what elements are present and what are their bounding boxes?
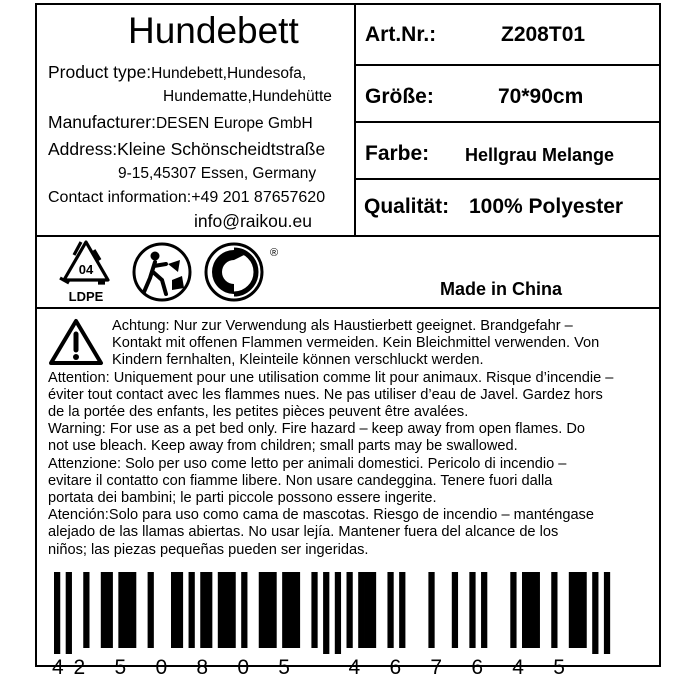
barcode-digit: 5 xyxy=(278,656,290,679)
barcode-bar xyxy=(288,572,294,648)
barcode-bar xyxy=(335,572,341,654)
barcode-bar xyxy=(218,572,224,648)
product-type-value-2: Hundematte,Hundehütte xyxy=(163,88,332,105)
barcode-bar xyxy=(101,572,107,648)
barcode-bar xyxy=(259,572,265,648)
warning-fr-line-1: Attention: Uniquement pour une utilisation comme lit pour animaux. Risque d’incendie – xyxy=(48,369,614,386)
barcode-bar xyxy=(265,572,271,648)
contact-row xyxy=(48,190,325,206)
barcode-bar xyxy=(66,572,72,654)
barcode-digit: 7 xyxy=(430,656,443,679)
manufacturer-value: DESEN Europe GmbH xyxy=(155,115,313,132)
warnings-block xyxy=(12,318,652,559)
barcode-bar xyxy=(387,572,393,648)
divider-spec-1 xyxy=(356,64,660,66)
barcode-bar xyxy=(107,572,113,648)
art-number-label: Art.Nr.: xyxy=(365,23,437,46)
warning-de-line-3: Kindern fernhalten, Kleinteile können verschluckt werden. xyxy=(112,352,484,369)
registered-mark: ® xyxy=(270,247,279,259)
barcode-digit: 5 xyxy=(553,656,565,679)
barcode-bar xyxy=(551,572,557,648)
green-dot-icon xyxy=(206,244,278,300)
quality-label: Qualität: xyxy=(364,195,450,218)
warning-es-line-3: niños; las piezas pequeñas pueden ser ingeridas. xyxy=(48,541,369,558)
manufacturer-row xyxy=(48,114,313,132)
barcode-bar xyxy=(399,572,405,648)
barcode-bar xyxy=(428,572,434,648)
barcode-bar xyxy=(364,572,370,648)
symbols-row xyxy=(50,238,290,308)
barcode-digit: 5 xyxy=(114,656,127,679)
contact-email: info@raikou.eu xyxy=(194,211,312,231)
barcode-bar xyxy=(118,572,124,648)
color-label: Farbe: xyxy=(365,142,430,165)
warning-es xyxy=(48,507,652,559)
barcode-bar xyxy=(604,572,610,654)
address-line-2: 9-15,45307 Essen, Germany xyxy=(118,165,317,182)
warning-en-line-1: Warning: For use as a pet bed only. Fire hazard – keep away from open flames. Do xyxy=(48,421,585,438)
recycle-material: LDPE xyxy=(68,289,104,304)
warning-es-line-1: Atención:Solo para uso como cama de mascotas. Riesgo de incendio – manténgase xyxy=(48,507,594,524)
warning-en xyxy=(48,421,652,455)
manufacturer-label: Manufacturer: xyxy=(48,112,156,132)
barcode-bar xyxy=(148,572,154,648)
barcode-bar xyxy=(358,572,364,648)
barcode-digit: 4 xyxy=(512,656,524,679)
contact-phone: +49 201 87657620 xyxy=(191,189,326,206)
barcode-bar xyxy=(83,572,89,648)
barcode-bar xyxy=(347,572,353,648)
barcode-bar xyxy=(294,572,300,648)
warning-de-line-1: Achtung: Nur zur Verwendung als Haustierbett geeignet. Brandgefahr – xyxy=(112,318,573,334)
ldpe-recycle-icon xyxy=(60,242,108,304)
recycle-code: 04 xyxy=(78,262,94,277)
address-label: Address: xyxy=(48,139,118,159)
tidyman-icon xyxy=(134,244,190,300)
contact-label: Contact information: xyxy=(48,189,192,206)
barcode-bar xyxy=(177,572,183,648)
warning-fr-line-3: de la portée des enfants, les petites pièces peuvent être avalées. xyxy=(48,404,469,421)
barcode-bar xyxy=(189,572,195,648)
warning-es-line-2: alejado de las llamas abiertas. No usar lejía. Mantener fuera del alcance de los xyxy=(48,524,559,541)
warning-de xyxy=(112,318,652,370)
barcode-bar xyxy=(230,572,236,648)
warning-it xyxy=(48,456,652,508)
size-label: Größe: xyxy=(365,85,434,108)
barcode-bar xyxy=(171,572,177,648)
product-type-row xyxy=(48,64,306,82)
product-type-value-1: Hundebett,Hundesofa, xyxy=(151,65,307,82)
divider-spec-3 xyxy=(356,178,660,180)
address-row xyxy=(48,141,325,159)
barcode-bar xyxy=(510,572,516,648)
barcode-bar xyxy=(469,572,475,648)
barcode-digit: 4 xyxy=(52,656,64,679)
product-title: Hundebett xyxy=(128,10,299,51)
warning-fr xyxy=(48,370,652,422)
barcode-bar xyxy=(270,572,276,648)
warning-it-line-1: Attenzione: Solo per uso come letto per animali domestici. Pericolo di incendio – xyxy=(48,455,567,472)
barcode-bar xyxy=(575,572,581,648)
barcode-digit: 0 xyxy=(237,656,250,679)
barcode-digit: 2 xyxy=(73,656,86,679)
barcode-bar xyxy=(370,572,376,648)
barcode-bar xyxy=(206,572,212,648)
barcode-bar xyxy=(311,572,317,648)
made-in-label: Made in China xyxy=(440,279,563,299)
barcode-bar xyxy=(282,572,288,648)
divider-spec-2 xyxy=(356,121,660,123)
barcode-digit: 6 xyxy=(389,656,402,679)
barcode-bar xyxy=(481,572,487,648)
barcode-digit: 4 xyxy=(348,656,361,679)
barcode-digit: 0 xyxy=(155,656,168,679)
size-value: 70*90cm xyxy=(498,85,584,108)
divider-symbols-top xyxy=(37,235,660,237)
barcode-bar xyxy=(522,572,528,648)
address-line-1: Kleine Schönscheidtstraße xyxy=(117,139,326,159)
warning-en-line-2: not use bleach. Keep away from children; small parts may be swallowed. xyxy=(48,438,518,455)
barcode xyxy=(16,572,656,654)
barcode-bar xyxy=(528,572,534,648)
warning-it-line-2: evitare il contatto con fiamme libere. Non usare candeggina. Tenere fuori dalla xyxy=(48,472,553,489)
color-value: Hellgrau Melange xyxy=(465,145,615,165)
quality-value: 100% Polyester xyxy=(469,195,624,218)
warning-it-line-3: portata dei bambini; le parti piccole possono essere ingerite. xyxy=(48,490,437,507)
barcode-bar xyxy=(130,572,136,648)
product-type-label: Product type: xyxy=(48,62,152,82)
warning-de-line-2: Kontakt mit offenen Flammen vermeiden. Kein Bleichmittel verwenden. Von xyxy=(112,335,600,352)
barcode-bar xyxy=(224,572,230,648)
barcode-bar xyxy=(200,572,206,648)
art-number-value: Z208T01 xyxy=(501,23,586,46)
barcode-bar xyxy=(323,572,329,654)
barcode-bar xyxy=(452,572,458,648)
barcode-bar xyxy=(592,572,598,654)
barcode-digit: 6 xyxy=(471,656,484,679)
barcode-bar xyxy=(581,572,587,648)
barcode-bar xyxy=(569,572,575,648)
barcode-bar xyxy=(241,572,247,648)
barcode-digit: 8 xyxy=(196,656,209,679)
barcode-bar xyxy=(124,572,130,648)
warning-fr-line-2: éviter tout contact avec les flammes nues. Ne pas utiliser d’eau de Javel. Gardez hors xyxy=(48,386,603,403)
barcode-bar xyxy=(54,572,60,654)
barcode-bar xyxy=(534,572,540,648)
